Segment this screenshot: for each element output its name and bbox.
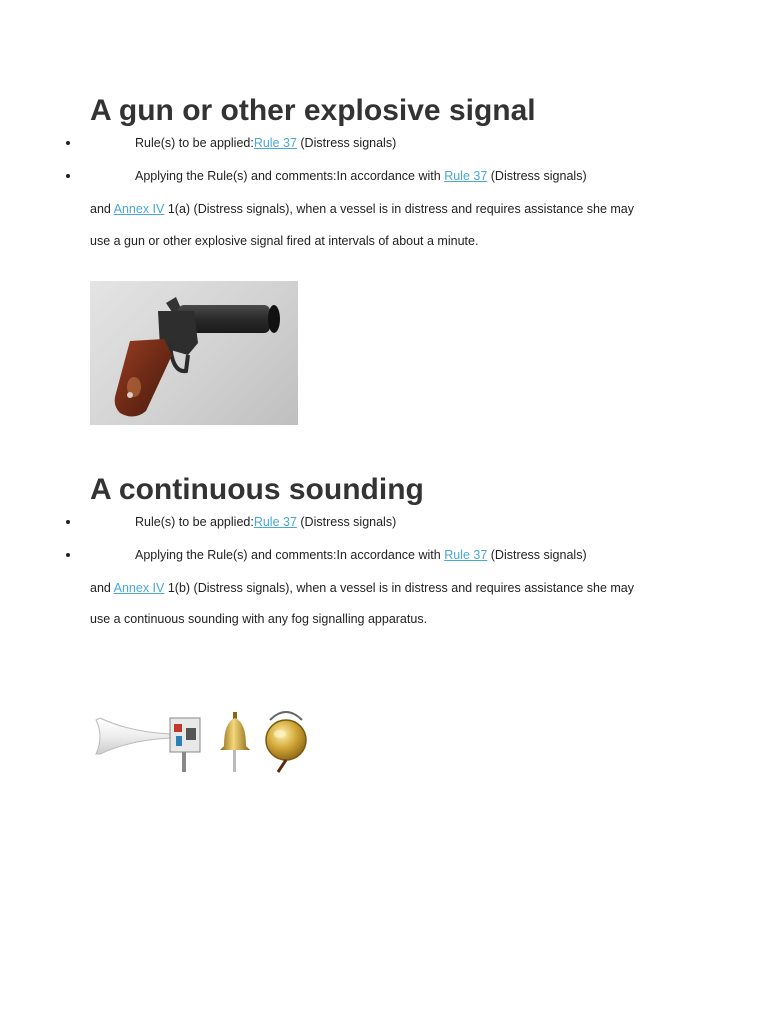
rule-suffix: (Distress signals): [296, 515, 397, 529]
flare-gun-icon: [90, 281, 298, 425]
section-1-rule-line: [135, 135, 396, 151]
section-1-paragraph-line-1: [90, 201, 634, 217]
rule-prefix: Rule(s) to be applied:: [135, 136, 254, 150]
rule-37-link[interactable]: Rule 37: [253, 136, 297, 150]
para-rest: 1(a) (Distress signals), when a vessel is in distress and requires assistance she may: [164, 202, 635, 216]
apply-suffix: (Distress signals): [487, 548, 587, 562]
rule-suffix: (Distress signals): [296, 136, 397, 150]
section-2-paragraph-line-2: use a continuous sounding with any fog signalling apparatus.: [90, 612, 428, 626]
section-1-heading: A gun or other explosive signal: [90, 94, 536, 127]
para-prefix: and: [90, 202, 114, 216]
fog-signalling-apparatus-image: [90, 668, 312, 808]
annex-iv-link[interactable]: Annex IV: [113, 202, 165, 216]
rule-37-link[interactable]: Rule 37: [444, 169, 488, 183]
bullet-icon: [66, 141, 70, 145]
apply-prefix: Applying the Rule(s) and comments:In accordance with: [135, 548, 445, 562]
para-rest: 1(b) (Distress signals), when a vessel is in distress and requires assistance she may: [164, 581, 635, 595]
section-2-rule-line: [135, 514, 396, 530]
section-1-paragraph-line-2: use a gun or other explosive signal fired at intervals of about a minute.: [90, 234, 479, 248]
apply-prefix: Applying the Rule(s) and comments:In accordance with: [135, 169, 445, 183]
fog-apparatus-icon: [90, 668, 312, 808]
apply-suffix: (Distress signals): [487, 169, 587, 183]
rule-37-link[interactable]: Rule 37: [444, 548, 488, 562]
rule-prefix: Rule(s) to be applied:: [135, 515, 254, 529]
para-prefix: and: [90, 581, 114, 595]
section-2-paragraph-line-1: [90, 580, 634, 596]
section-2-heading: A continuous sounding: [90, 473, 424, 506]
flare-gun-image: [90, 281, 298, 425]
rule-37-link[interactable]: Rule 37: [253, 515, 297, 529]
bullet-icon: [66, 520, 70, 524]
bullet-icon: [66, 174, 70, 178]
bullet-icon: [66, 553, 70, 557]
section-1-apply-line: [135, 168, 587, 184]
annex-iv-link[interactable]: Annex IV: [113, 581, 165, 595]
section-2-apply-line: [135, 547, 587, 563]
